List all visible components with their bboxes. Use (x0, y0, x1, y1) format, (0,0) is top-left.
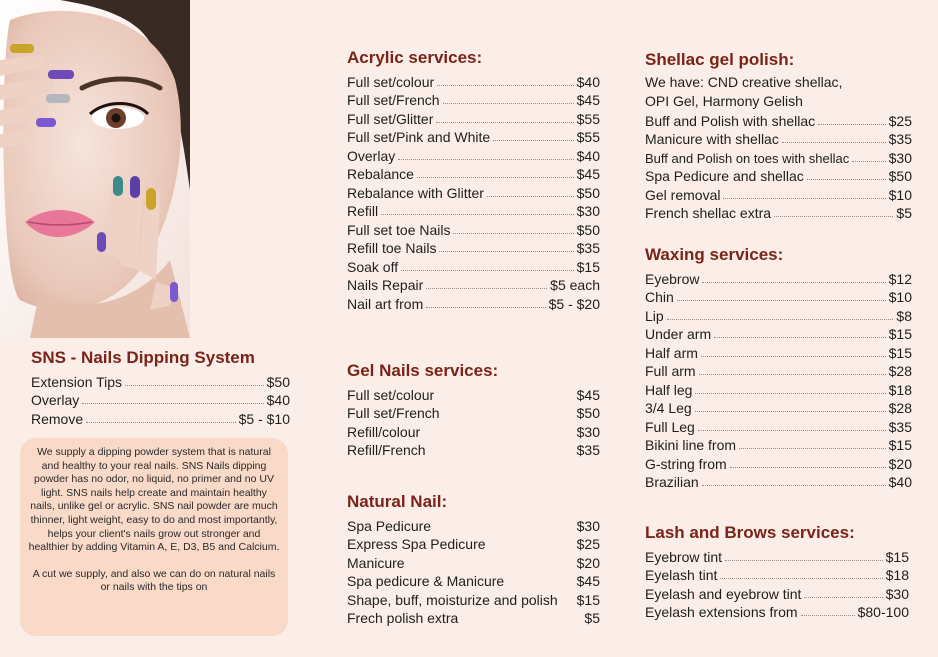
service-name: Refill toe Nails (347, 240, 437, 256)
price-row (645, 454, 912, 473)
service-name: Spa Pedicure and shellac (645, 168, 804, 184)
service-name: Frech polish extra (347, 610, 459, 626)
service-name: Overlay (347, 147, 396, 164)
price-row (347, 183, 600, 202)
service-price: $15 (888, 437, 912, 453)
service-price: $8 (896, 307, 912, 324)
price-row (347, 422, 600, 441)
dot-leader (86, 422, 235, 423)
service-name: Rebalance with Glitter (347, 184, 484, 201)
lash-section (645, 523, 909, 621)
natural-title: Natural Nail: (347, 492, 448, 511)
service-price: $10 (888, 289, 912, 305)
dot-leader (125, 385, 264, 386)
shellac-title: Shellac gel polish: (645, 50, 795, 69)
service-price: $30 (885, 585, 909, 602)
service-name: Brazilian (645, 474, 699, 490)
dot-leader (698, 430, 886, 431)
service-name: Full Leg (645, 418, 695, 435)
service-name: Full set/French (347, 405, 440, 421)
service-name: Full set/French (347, 92, 440, 108)
gel-section (347, 361, 600, 459)
woman-face-illustration (0, 0, 190, 338)
price-row (347, 276, 600, 295)
service-price: $25 (576, 536, 600, 552)
dot-leader (720, 578, 882, 579)
service-price: $55 (576, 110, 600, 127)
model-photo (0, 0, 190, 338)
dot-leader (443, 103, 574, 104)
price-row (645, 148, 912, 167)
dot-leader (437, 85, 573, 86)
shellac-intro-line-2: OPI Gel, Harmony Gelish (645, 92, 803, 109)
price-row (347, 553, 600, 572)
service-name: Eyelash and eyebrow tint (645, 585, 802, 602)
service-name: Full set/Glitter (347, 110, 434, 127)
dot-leader (493, 140, 573, 141)
price-row (645, 362, 912, 381)
service-price: $80-100 (857, 604, 909, 620)
service-price: $35 (888, 418, 912, 435)
dot-leader (701, 356, 886, 357)
sns-section (31, 348, 290, 428)
service-price: $55 (576, 129, 600, 145)
service-price: $40 (576, 147, 600, 164)
price-row (347, 239, 600, 258)
price-row (31, 409, 290, 428)
service-name: Eyebrow (645, 270, 700, 287)
price-row (645, 399, 912, 418)
service-price: $40 (576, 73, 600, 90)
dot-leader (852, 161, 885, 162)
dot-leader (426, 288, 547, 289)
price-row (645, 325, 912, 344)
dot-leader (439, 251, 573, 252)
service-name: Eyelash extensions from (645, 604, 798, 620)
price-row (347, 109, 600, 128)
service-price: $10 (888, 186, 912, 203)
service-price: $15 (885, 548, 909, 565)
price-row (31, 372, 290, 391)
service-name: Spa Pedicure (347, 517, 432, 534)
service-price: $50 (576, 405, 600, 421)
service-price: $45 (576, 386, 600, 403)
service-price: $5 (584, 610, 600, 626)
service-name: Half leg (645, 381, 693, 398)
dot-leader (730, 467, 886, 468)
service-name: 3/4 Leg (645, 400, 692, 416)
dot-leader (774, 216, 893, 217)
service-price: $18 (885, 567, 909, 583)
price-row (347, 441, 600, 460)
dot-leader (401, 270, 574, 271)
price-row (645, 111, 912, 130)
service-name: Eyelash tint (645, 567, 718, 583)
dot-leader (818, 124, 885, 125)
price-row (347, 146, 600, 165)
dot-leader (739, 448, 886, 449)
dot-leader (667, 319, 894, 320)
service-price: $50 (576, 184, 600, 201)
service-price: $50 (888, 168, 912, 184)
service-name: Overlay (31, 392, 80, 408)
service-name: Full set/colour (347, 386, 435, 403)
service-price: $5 - $10 (238, 410, 290, 427)
service-name: Manicure (347, 554, 405, 571)
price-row (347, 516, 600, 535)
price-row (347, 572, 600, 591)
price-row (31, 391, 290, 410)
service-name: Nails Repair (347, 277, 424, 293)
price-row (645, 547, 909, 566)
service-name: Extension Tips (31, 373, 123, 390)
shellac-section (645, 50, 912, 222)
dot-leader (702, 485, 886, 486)
price-row (645, 130, 912, 149)
service-name: Rebalance (347, 166, 414, 182)
price-row (645, 185, 912, 204)
service-price: $15 (576, 591, 600, 608)
dot-leader (453, 233, 573, 234)
service-price: $40 (888, 474, 912, 490)
dot-leader (695, 393, 885, 394)
service-price: $45 (576, 166, 600, 182)
price-row (347, 202, 600, 221)
service-name: Under arm (645, 326, 712, 342)
dot-leader (436, 122, 573, 123)
service-name: French shellac extra (645, 205, 772, 221)
service-price: $5 (896, 205, 912, 221)
price-row (347, 165, 600, 184)
service-name: Nail art from (347, 295, 424, 312)
service-name: Lip (645, 307, 664, 324)
service-name: G-string from (645, 455, 727, 472)
service-price: $35 (576, 442, 600, 458)
service-name: Eyebrow tint (645, 548, 723, 565)
service-price: $30 (576, 423, 600, 440)
lash-title: Lash and Brows services: (645, 523, 855, 542)
sns-title: SNS - Nails Dipping System (31, 348, 255, 367)
price-row (645, 343, 912, 362)
service-name: Gel removal (645, 186, 721, 203)
service-name: Half arm (645, 344, 698, 361)
service-price: $45 (576, 92, 600, 108)
service-price: $20 (576, 554, 600, 571)
dot-leader (699, 374, 886, 375)
service-name: Spa pedicure & Manicure (347, 573, 505, 589)
service-name: Full set/Pink and White (347, 129, 491, 145)
service-name: Refill/French (347, 442, 426, 458)
dot-leader (782, 142, 886, 143)
price-row (645, 566, 909, 585)
service-price: $40 (266, 392, 290, 408)
service-price: $30 (888, 149, 912, 166)
dot-leader (398, 159, 573, 160)
price-row (645, 603, 909, 622)
dot-leader (807, 179, 886, 180)
dot-leader (804, 597, 882, 598)
price-row (645, 417, 912, 436)
service-price: $30 (576, 517, 600, 534)
service-price: $25 (888, 112, 912, 129)
service-price: $12 (888, 270, 912, 287)
waxing-section (645, 245, 912, 491)
acrylic-section (347, 48, 600, 313)
dot-leader (677, 300, 886, 301)
waxing-title: Waxing services: (645, 245, 784, 264)
service-name: Full arm (645, 363, 696, 379)
price-row (645, 436, 912, 455)
sns-info-paragraph-1: We supply a dipping powder system that is natural and healthy to your real nails. SNS Nails dipping powder has no odor, no liquid, no primer and no UV light. SNS nails help create and maintain healthy nails, unlike gel or acrylic. SNS nail powder are much thinner, light weight, easy to do and most importantly, helps your client's nails grow out stronger and healthier by adding Vitamin A, E, D3, B5 and Calcium. (28, 446, 280, 554)
price-row (347, 404, 600, 423)
dot-leader (82, 403, 263, 404)
service-price: $30 (576, 203, 600, 219)
service-name: Remove (31, 410, 84, 427)
price-row (645, 584, 909, 603)
service-name: Shape, buff, moisturize and polish (347, 591, 558, 608)
service-name: Refill/colour (347, 423, 421, 440)
acrylic-title: Acrylic services: (347, 48, 483, 67)
price-row (645, 269, 912, 288)
service-name: Buff and Polish with shellac (645, 112, 816, 129)
service-name: Full set/colour (347, 73, 435, 90)
price-row (645, 204, 912, 223)
service-name: Express Spa Pedicure (347, 536, 486, 552)
dot-leader (487, 196, 574, 197)
service-price: $15 (888, 344, 912, 361)
service-price: $20 (888, 455, 912, 472)
service-price: $50 (576, 221, 600, 238)
dot-leader (702, 282, 885, 283)
service-price: $15 (576, 258, 600, 275)
service-price: $45 (576, 573, 600, 589)
price-row (645, 473, 912, 492)
price-row (347, 590, 600, 609)
price-row (645, 306, 912, 325)
service-name: Soak off (347, 258, 399, 275)
price-row (347, 91, 600, 110)
service-price: $35 (576, 240, 600, 256)
dot-leader (801, 615, 855, 616)
dot-leader (426, 307, 545, 308)
service-price: $5 - $20 (548, 295, 600, 312)
price-row (645, 167, 912, 186)
dot-leader (695, 411, 886, 412)
gel-title: Gel Nails services: (347, 361, 499, 380)
price-row (347, 385, 600, 404)
service-name: Refill (347, 203, 379, 219)
price-row (645, 288, 912, 307)
price-row (645, 380, 912, 399)
dot-leader (725, 560, 883, 561)
dot-leader (714, 337, 886, 338)
price-row (347, 294, 600, 313)
dot-leader (417, 177, 574, 178)
service-name: Buff and Polish on toes with shellac (645, 150, 850, 166)
service-name: Full set toe Nails (347, 221, 451, 238)
service-name: Manicure with shellac (645, 131, 779, 147)
price-row (347, 128, 600, 147)
service-price: $28 (888, 400, 912, 416)
sns-info-box (20, 438, 288, 636)
service-price: $18 (888, 381, 912, 398)
price-row (347, 257, 600, 276)
price-row (347, 535, 600, 554)
service-price: $15 (888, 326, 912, 342)
natural-section (347, 492, 600, 627)
service-price: $5 each (550, 277, 600, 293)
service-price: $28 (888, 363, 912, 379)
price-row (347, 72, 600, 91)
dot-leader (381, 214, 574, 215)
price-row (347, 220, 600, 239)
shellac-intro-line-1: We have: CND creative shellac, (645, 74, 843, 90)
price-row (347, 609, 600, 628)
dot-leader (723, 198, 885, 199)
sns-info-paragraph-2: A cut we supply, and also we can do on natural nails or nails with the tips on (32, 567, 276, 594)
service-price: $50 (266, 373, 290, 390)
service-price: $35 (888, 131, 912, 147)
service-name: Bikini line from (645, 437, 737, 453)
service-name: Chin (645, 289, 674, 305)
